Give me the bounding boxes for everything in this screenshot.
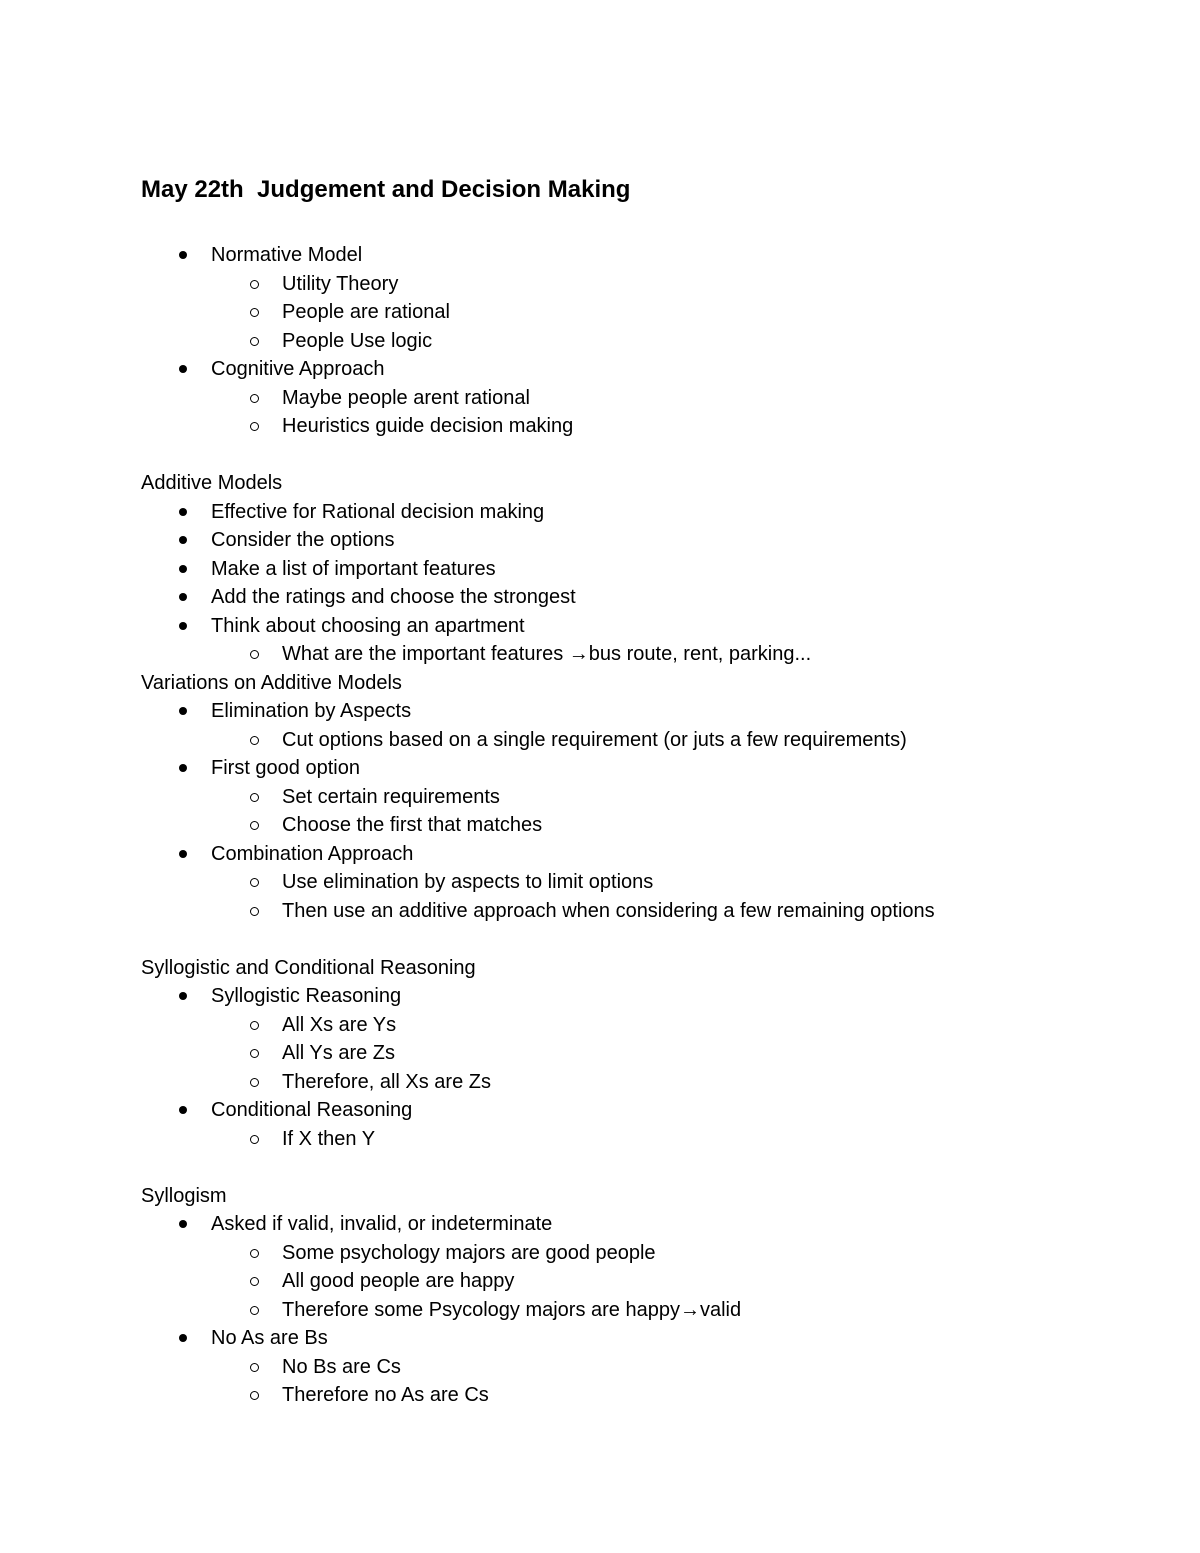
- sub-list-item: Then use an additive approach when considering a few remaining options: [282, 899, 935, 922]
- sub-list-item: Heuristics guide decision making: [282, 415, 574, 437]
- bullet-circle-icon: [250, 821, 259, 830]
- sub-list-item: Therefore, all Xs are Zs: [282, 1070, 491, 1093]
- bullet-circle-icon: [250, 1363, 259, 1372]
- bullet-circle-icon: [250, 878, 259, 887]
- bullet-disc-icon: [179, 1106, 187, 1114]
- bullet-disc-icon: [179, 622, 187, 630]
- section-heading: Syllogistic and Conditional Reasoning: [141, 956, 476, 979]
- sub-list-item: All Xs are Ys: [282, 1013, 397, 1036]
- list-item: Normative Model: [211, 244, 363, 266]
- document-title: May 22th Judgement and Decision Making: [141, 176, 631, 203]
- bullet-circle-icon: [250, 308, 259, 317]
- section-heading: Variations on Additive Models: [141, 671, 402, 694]
- bullet-circle-icon: [250, 337, 259, 346]
- sub-list-item: If X then Y: [282, 1127, 376, 1150]
- sub-list-item: All Ys are Zs: [282, 1042, 395, 1064]
- list-item: Cognitive Approach: [211, 358, 385, 380]
- bullet-circle-icon: [250, 1391, 259, 1400]
- bullet-circle-icon: [250, 1135, 259, 1144]
- bullet-disc-icon: [179, 992, 187, 1000]
- bullet-disc-icon: [179, 536, 187, 544]
- list-item: Asked if valid, invalid, or indeterminate: [211, 1213, 553, 1235]
- list-item: Add the ratings and choose the strongest: [211, 586, 576, 608]
- sub-list-item: Therefore no As are Cs: [282, 1384, 489, 1406]
- list-item: Make a list of important features: [211, 557, 496, 580]
- bullet-disc-icon: [179, 251, 187, 259]
- bullet-disc-icon: [179, 508, 187, 516]
- bullet-circle-icon: [250, 1249, 259, 1258]
- bullet-disc-icon: [179, 565, 187, 573]
- bullet-disc-icon: [179, 593, 187, 601]
- bullet-disc-icon: [179, 850, 187, 858]
- sub-list-item: Set certain requirements: [282, 785, 500, 808]
- bullet-disc-icon: [179, 365, 187, 373]
- bullet-disc-icon: [179, 1334, 187, 1342]
- sub-list-item: Some psychology majors are good people: [282, 1241, 656, 1264]
- sub-list-item: Use elimination by aspects to limit options: [282, 871, 654, 893]
- sub-list-item: All good people are happy: [282, 1270, 515, 1292]
- bullet-circle-icon: [250, 1306, 259, 1315]
- sub-list-item: What are the important features →bus route, rent, parking...: [282, 643, 812, 665]
- list-item: No As are Bs: [211, 1327, 328, 1349]
- list-item: Syllogistic Reasoning: [211, 985, 402, 1007]
- bullet-disc-icon: [179, 707, 187, 715]
- list-item: Consider the options: [211, 529, 395, 551]
- sub-list-item: People Use logic: [282, 329, 433, 352]
- list-item: Elimination by Aspects: [211, 700, 412, 722]
- list-item: First good option: [211, 757, 360, 779]
- sub-list-item: Choose the first that matches: [282, 814, 543, 836]
- sub-list-item: No Bs are Cs: [282, 1355, 401, 1378]
- bullet-circle-icon: [250, 793, 259, 802]
- sub-list-item: People are rational: [282, 301, 450, 323]
- list-item: Combination Approach: [211, 842, 414, 865]
- sub-list-item: Maybe people arent rational: [282, 386, 530, 409]
- bullet-circle-icon: [250, 1078, 259, 1087]
- bullet-circle-icon: [250, 394, 259, 403]
- bullet-circle-icon: [250, 1049, 259, 1058]
- section-heading: Syllogism: [141, 1184, 227, 1207]
- bullet-circle-icon: [250, 736, 259, 745]
- section-heading: Additive Models: [141, 472, 283, 494]
- bullet-circle-icon: [250, 1021, 259, 1030]
- bullet-circle-icon: [250, 650, 259, 659]
- bullet-disc-icon: [179, 764, 187, 772]
- list-item: Think about choosing an apartment: [211, 614, 525, 637]
- list-item: Effective for Rational decision making: [211, 500, 545, 523]
- bullet-circle-icon: [250, 280, 259, 289]
- sub-list-item: Cut options based on a single requirement (or juts a few requirements): [282, 728, 907, 751]
- sub-list-item: Therefore some Psycology majors are happy→valid: [282, 1298, 742, 1321]
- bullet-circle-icon: [250, 422, 259, 431]
- bullet-disc-icon: [179, 1220, 187, 1228]
- bullet-circle-icon: [250, 1277, 259, 1286]
- bullet-circle-icon: [250, 907, 259, 916]
- list-item: Conditional Reasoning: [211, 1099, 413, 1121]
- sub-list-item: Utility Theory: [282, 272, 399, 295]
